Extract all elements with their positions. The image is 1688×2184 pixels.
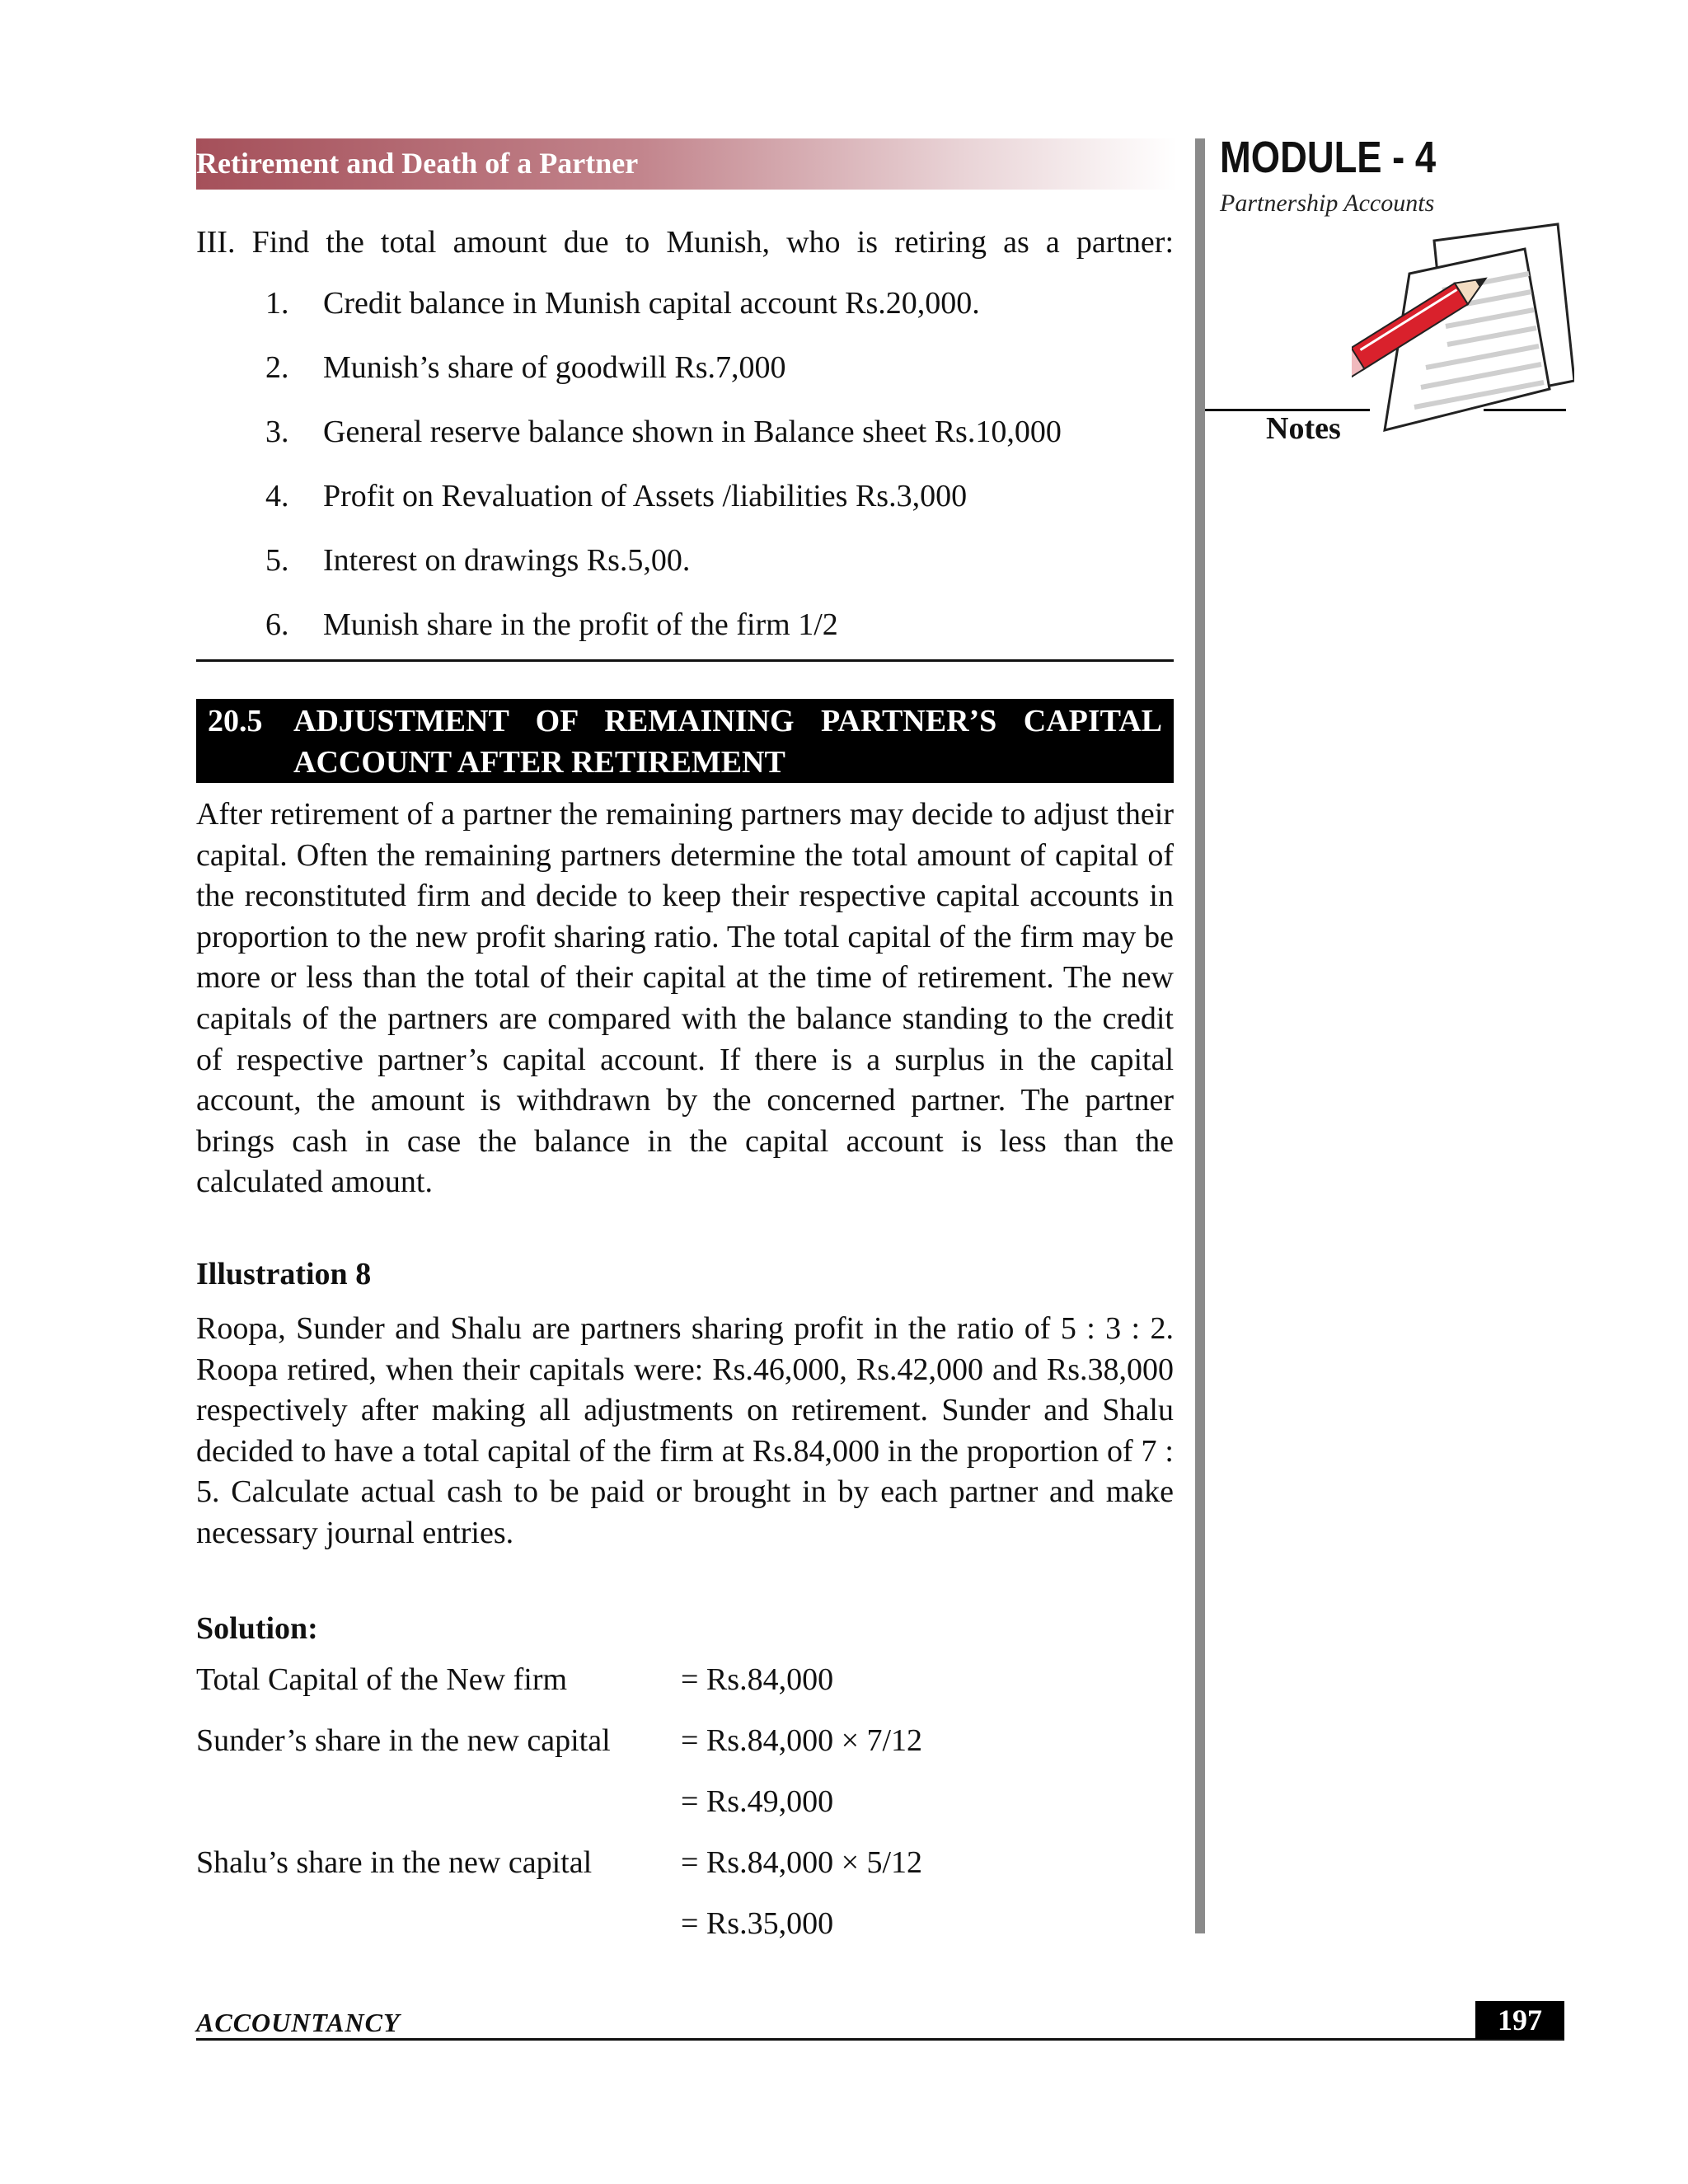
chapter-title: Retirement and Death of a Partner	[196, 147, 639, 180]
list-item: 3. General reserve balance shown in Balance sheet Rs.10,000	[265, 415, 1062, 449]
calc-value: = Rs.84,000 × 7/12	[681, 1723, 923, 1758]
module-title: MODULE - 4	[1220, 133, 1437, 182]
calc-label: Shalu’s share in the new capital	[196, 1845, 593, 1880]
calc-label: Total Capital of the New firm	[196, 1662, 568, 1697]
calc-value: = Rs.49,000	[681, 1784, 834, 1819]
list-item: 6. Munish share in the profit of the firm 1/2	[265, 607, 838, 642]
illustration-title: Illustration 8	[196, 1257, 372, 1291]
calc-value: = Rs.35,000	[681, 1906, 834, 1941]
calc-value: = Rs.84,000 × 5/12	[681, 1845, 923, 1880]
body-paragraph: After retirement of a partner the remaining partners may decide to adjust their capital. Often the remaining partners determine the total amount of capital of the reconstituted firm and decide to keep their respective capital accounts in proportion to the new profit sharing ratio. The total capital of the firm may be more or less than the total of their capital at the time of retirement. The new capitals of the partners are compared with the balance standing to the credit of respective partner’s capital account. If there is a surplus in the capital account, the amount is withdrawn by the concerned partner. The partner brings cash in case the balance in the capital account is less than the calculated amount.	[196, 797, 1174, 1200]
solution-title: Solution:	[196, 1611, 318, 1646]
list-item: 1. Credit balance in Munish capital account Rs.20,000.	[265, 286, 980, 321]
margin-divider	[1195, 138, 1205, 1933]
module-subtitle: Partnership Accounts	[1220, 190, 1435, 217]
notes-rule-right	[1484, 409, 1566, 411]
list-item: 5. Interest on drawings Rs.5,00.	[265, 543, 691, 578]
illustration-text: Roopa, Sunder and Shalu are partners sharing profit in the ratio of 5 : 3 : 2. Roopa retired, when their capitals were: Rs.46,000, Rs.42,000 and Rs.38,000 respectively after making all adjustments on retirement. Sunder and Shalu decided to have a total capital of the firm at Rs.84,000 in the proportion of 7 : 5. Calculate actual cash to be paid or brought in by each partner and make necessary journal entries.	[196, 1311, 1174, 1550]
notepad-pencil-icon	[1352, 216, 1574, 438]
page-number: 197	[1498, 2004, 1542, 2036]
calc-value: = Rs.84,000	[681, 1662, 834, 1697]
question-heading: III. Find the total amount due to Munish, who is retiring as a partner:	[196, 225, 1174, 260]
list-item: 4. Profit on Revaluation of Assets /liabilities Rs.3,000	[265, 479, 968, 513]
section-title-line1: ADJUSTMENT OF REMAINING PARTNER’S CAPITAL	[293, 704, 1162, 738]
notes-label: Notes	[1266, 411, 1341, 446]
footer-rule	[196, 2038, 1564, 2041]
list-item: 2. Munish’s share of goodwill Rs.7,000	[265, 350, 786, 385]
section-title-line2: ACCOUNT AFTER RETIREMENT	[293, 745, 785, 780]
calc-label: Sunder’s share in the new capital	[196, 1723, 611, 1758]
section-divider	[196, 659, 1174, 662]
footer-subject: ACCOUNTANCY	[196, 2008, 401, 2037]
section-number: 20.5	[208, 704, 263, 738]
